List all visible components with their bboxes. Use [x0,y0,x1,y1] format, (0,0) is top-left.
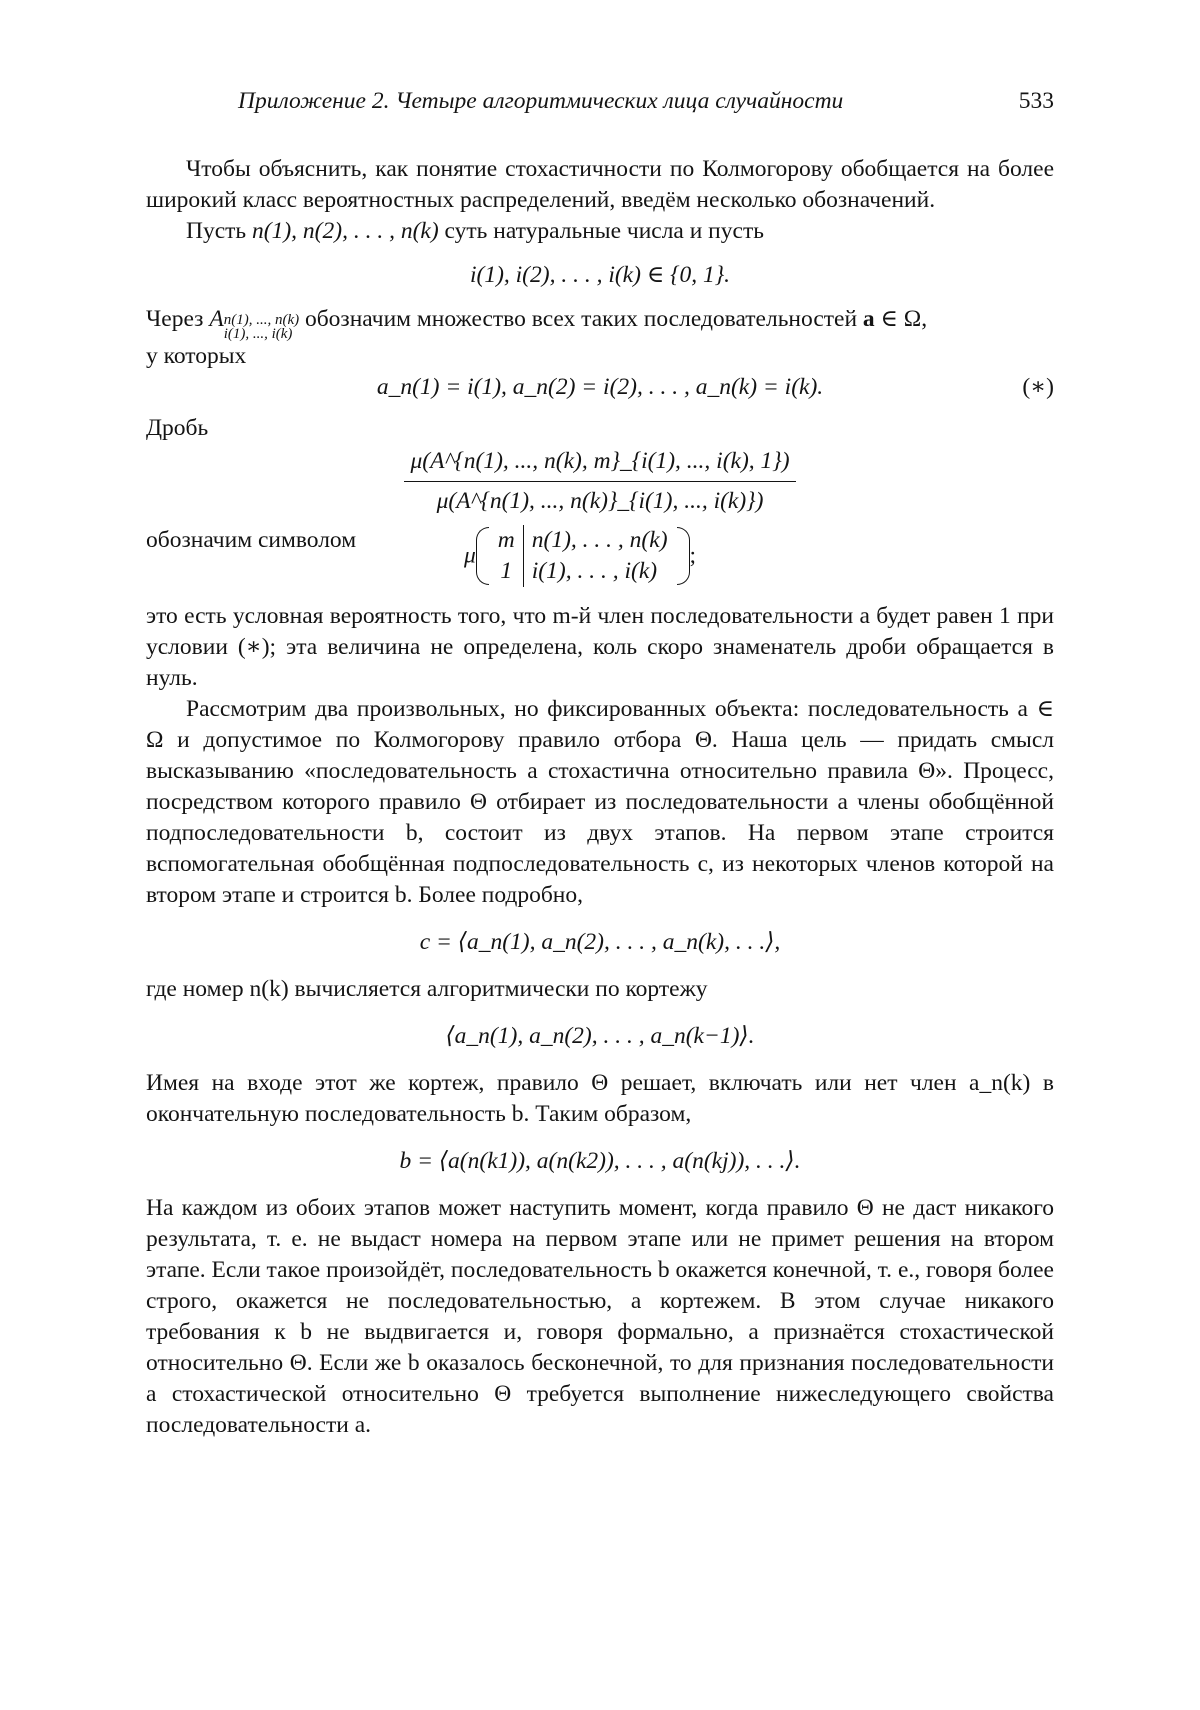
p3-lead: Через [146,306,203,332]
p3-set-sup: n(1), ..., n(k) [224,313,299,327]
equation-2-tag: (∗) [1022,372,1054,403]
paragraph-9: Имея на входе этот же кортеж, правило Θ решает, включать или нет член a_n(k) в окончательную последовательность b. Таким образом, [146,1068,1054,1130]
running-title: Приложение 2. Четыре алгоритмических лица случайности [238,88,843,114]
equation-2-row [146,372,1054,403]
p2-lead: Пусть [186,218,246,244]
p3-set-symbol: A [209,306,223,332]
equation-5: b = ⟨a(n(k1)), a(n(k2)), . . . , a(n(kj)), . . .⟩. [146,1146,1054,1177]
paragraph-6: это есть условная вероятность того, что m-й член последовательности a будет равен 1 при условии (∗); эта величина не определена, коль скоро знаменатель дроби обращается в нуль. [146,601,1054,694]
cond-bottom-left: 1 [490,556,523,587]
p3-middle: обозначим множество всех таких последовательностей [305,306,857,332]
fraction-denominator: μ(A^{n(1), ..., n(k)}_{i(1), ..., i(k)}) [404,482,795,517]
p3-set-indices [224,313,299,341]
equation-1: i(1), i(2), . . . , i(k) ∈ {0, 1}. [146,260,1054,291]
cond-bottom-right: i(1), . . . , i(k) [523,556,675,587]
conditional-brackets [476,525,690,587]
fraction [404,446,795,517]
fraction-numerator: μ(A^{n(1), ..., n(k), m}_{i(1), ..., i(k), 1}) [404,446,795,482]
p2-math: n(1), n(2), . . . , n(k) [252,218,439,244]
cond-top-left: m [490,525,523,556]
equation-4: ⟨a_n(1), a_n(2), . . . , a_n(k−1)⟩. [146,1021,1054,1052]
paragraph-2 [146,216,1054,247]
page [0,0,1200,1710]
p3-tail: у которых [146,343,246,369]
page-number: 533 [1019,86,1054,117]
p3-omega: ∈ Ω, [881,306,928,332]
p3-bold-a: a [863,306,875,332]
fraction-display [146,446,1054,517]
equation-3: c = ⟨a_n(1), a_n(2), . . . , a_n(k), . . .⟩, [146,927,1054,958]
paragraph-10: На каждом из обоих этапов может наступить момент, когда правило Θ не даст никакого результата, т. е. не выдаст номера на первом этапе или не примет решения на втором этапе. Если такое произойдёт, последовательность b окажется конечной, т. е., говоря более строго, окажется не последовательностью, а кортежем. В этом случае никакого требования к b не выдвигается и, говоря формально, a признаётся стохастической относительно Θ. Если же b оказалось бесконечной, то для признания последовательности a стохастической относительно Θ требуется выполнение нижеследующего свойства последовательности a. [146,1193,1054,1441]
conditional-symbol: μ m n(1), . . . , n(k) 1 i(1), . . . , i(k) ; [464,525,696,587]
paragraph-3 [146,304,1054,372]
equation-2: a_n(1) = i(1), a_n(2) = i(2), . . . , a_n(k) = i(k). [146,372,1054,403]
paragraph-8: где номер n(k) вычисляется алгоритмически по кортежу [146,974,1054,1005]
p3-set-sub: i(1), ..., i(k) [224,327,299,341]
conditional-symbol-row [146,525,1054,601]
running-header [238,86,1054,117]
main-text [146,154,1054,1441]
p2-tail: суть натуральные числа и пусть [445,218,764,244]
paragraph-1: Чтобы объяснить, как понятие стохастичности по Колмогорову обобщается на более широкий класс вероятностных распределений, введём несколько обозначений. [146,154,1054,216]
paragraph-5: обозначим символом [146,525,356,556]
paragraph-4: Дробь [146,413,1054,444]
cond-top-right: n(1), . . . , n(k) [523,525,675,556]
paragraph-7: Рассмотрим два произвольных, но фиксированных объекта: последовательность a ∈ Ω и допустимое по Колмогорову правило отбора Θ. Наша цель — придать смысл высказыванию «последовательность a стохастична относительно правила Θ». Процесс, посредством которого правило Θ отбирает из последовательности a члены обобщённой подпоследовательности b, состоит из двух этапов. На первом этапе строится вспомогательная обобщённая подпоследовательность c, из некоторых членов которой на втором этапе и строится b. Более подробно, [146,694,1054,911]
